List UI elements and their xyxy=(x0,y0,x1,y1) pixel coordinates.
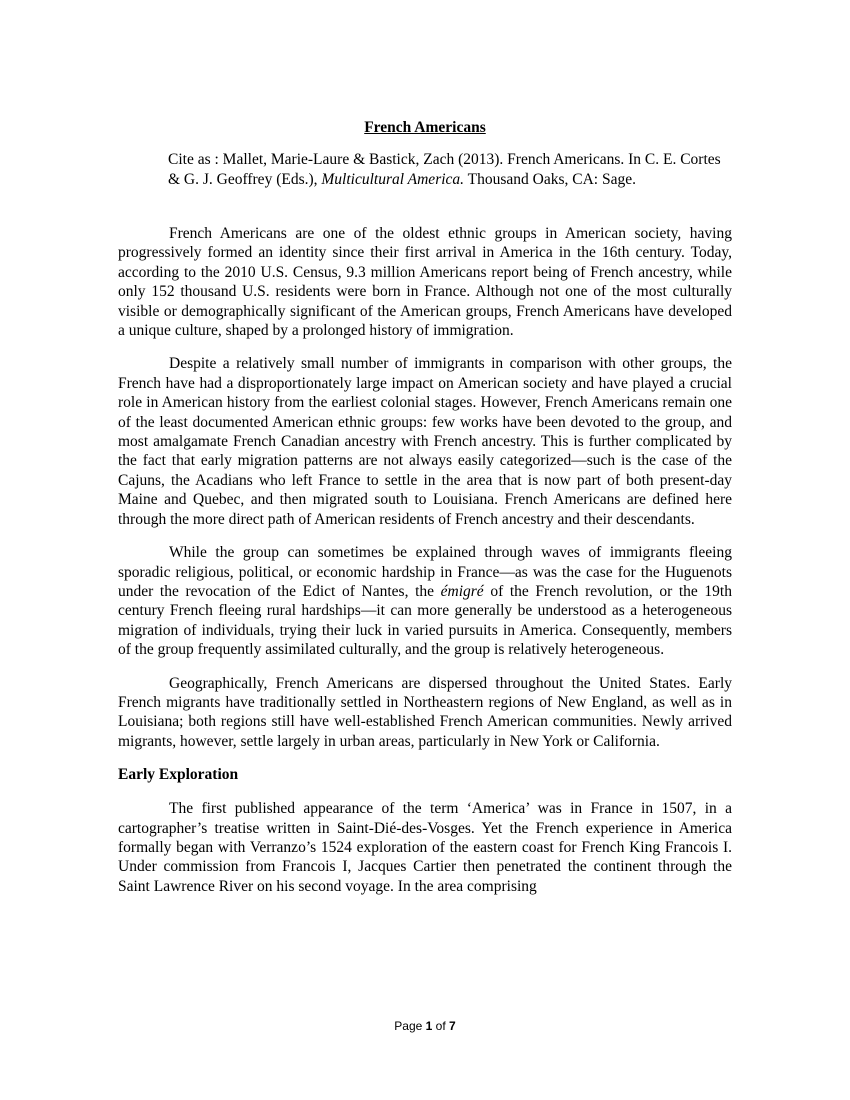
paragraph-exploration: The first published appearance of the term ‘America’ was in France in 1507, in a cartographer’s treatise written in Saint-Dié-des-Vosges. Yet the French experience in America formally began with Verranzo’s 1524 exploration of the eastern coast for French King Francois I. Under commission from Francois I, Jacques Cartier then penetrated the continent through the Saint Lawrence River on his second voyage. In the area comprising xyxy=(118,800,732,895)
footer-of-label: of xyxy=(435,1019,446,1033)
paragraph-geography: Geographically, French Americans are dispersed throughout the United States. Early French migrants have traditionally settled in Northeastern regions of New England, as well as in Louisiana; both regions still have well-established French American communities. Newly arrived migrants, however, settle largely in urban areas, particularly in New York or California. xyxy=(118,674,732,750)
citation-prefix: Cite as : Mallet, Marie-Laure & Bastick, Zach (2013). French Americans. In C. E. Cortes & G. J. Geoffrey (Eds.), xyxy=(168,151,721,188)
citation-suffix: Thousand Oaks, CA: Sage. xyxy=(464,171,636,188)
citation xyxy=(168,150,732,190)
paragraph-intro: French Americans are one of the oldest ethnic groups in American society, having progressively formed an identity since their first arrival in America in the 16th century. Today, according to the 2010 U.S. Census, 9.3 million Americans report being of French ancestry, while only 152 thousand U.S. residents were born in France. Although not one of the most culturally visible or demographically significant of the American groups, French Americans have developed a unique culture, shaped by a prolonged history of immigration. xyxy=(118,225,732,340)
footer-page-label: Page xyxy=(394,1019,423,1033)
footer-current-page: 1 xyxy=(425,1019,433,1033)
paragraph-migration xyxy=(118,543,732,659)
document-title: French Americans xyxy=(364,119,486,136)
section-heading-early-exploration: Early Exploration xyxy=(118,766,239,784)
document-page xyxy=(118,118,732,910)
footer-total-pages: 7 xyxy=(449,1019,456,1033)
page-footer xyxy=(0,1018,850,1034)
citation-book-title: Multicultural America. xyxy=(321,171,465,188)
paragraph-migration-part1: While the group can sometimes be explained through waves of immigrants fleeing sporadic religious, political, or economic hardship in France—as was the case for the Huguenots under the revocation of the Edict of Nantes, the xyxy=(118,544,732,600)
paragraph-migration-part2: of the French revolution, or the 19th century French fleeing rural hardships—it can more generally be understood as a heterogeneous migration of individuals, trying their luck in varied pursuits in America. Consequently, members of the group frequently assimilated culturally, and the group is relatively heterogeneous. xyxy=(118,582,732,659)
paragraph-impact: Despite a relatively small number of immigrants in comparison with other groups, the French have had a disproportionately large impact on American society and have played a crucial role in American history from the earliest colonial stages. However, French Americans remain one of the least documented American ethnic groups: few works have been devoted to the group, and most amalgamate French Canadian ancestry with French ancestry. This is further complicated by the fact that early migration patterns are not always easily categorized—such is the case of the Cajuns, the Acadians who left France to settle in the area that is now part of both present-day Maine and Quebec, and then migrated south to Louisiana. French Americans are defined here through the more direct path of American residents of French ancestry and their descendants. xyxy=(118,355,732,528)
emigre-term: émigré xyxy=(440,582,484,600)
